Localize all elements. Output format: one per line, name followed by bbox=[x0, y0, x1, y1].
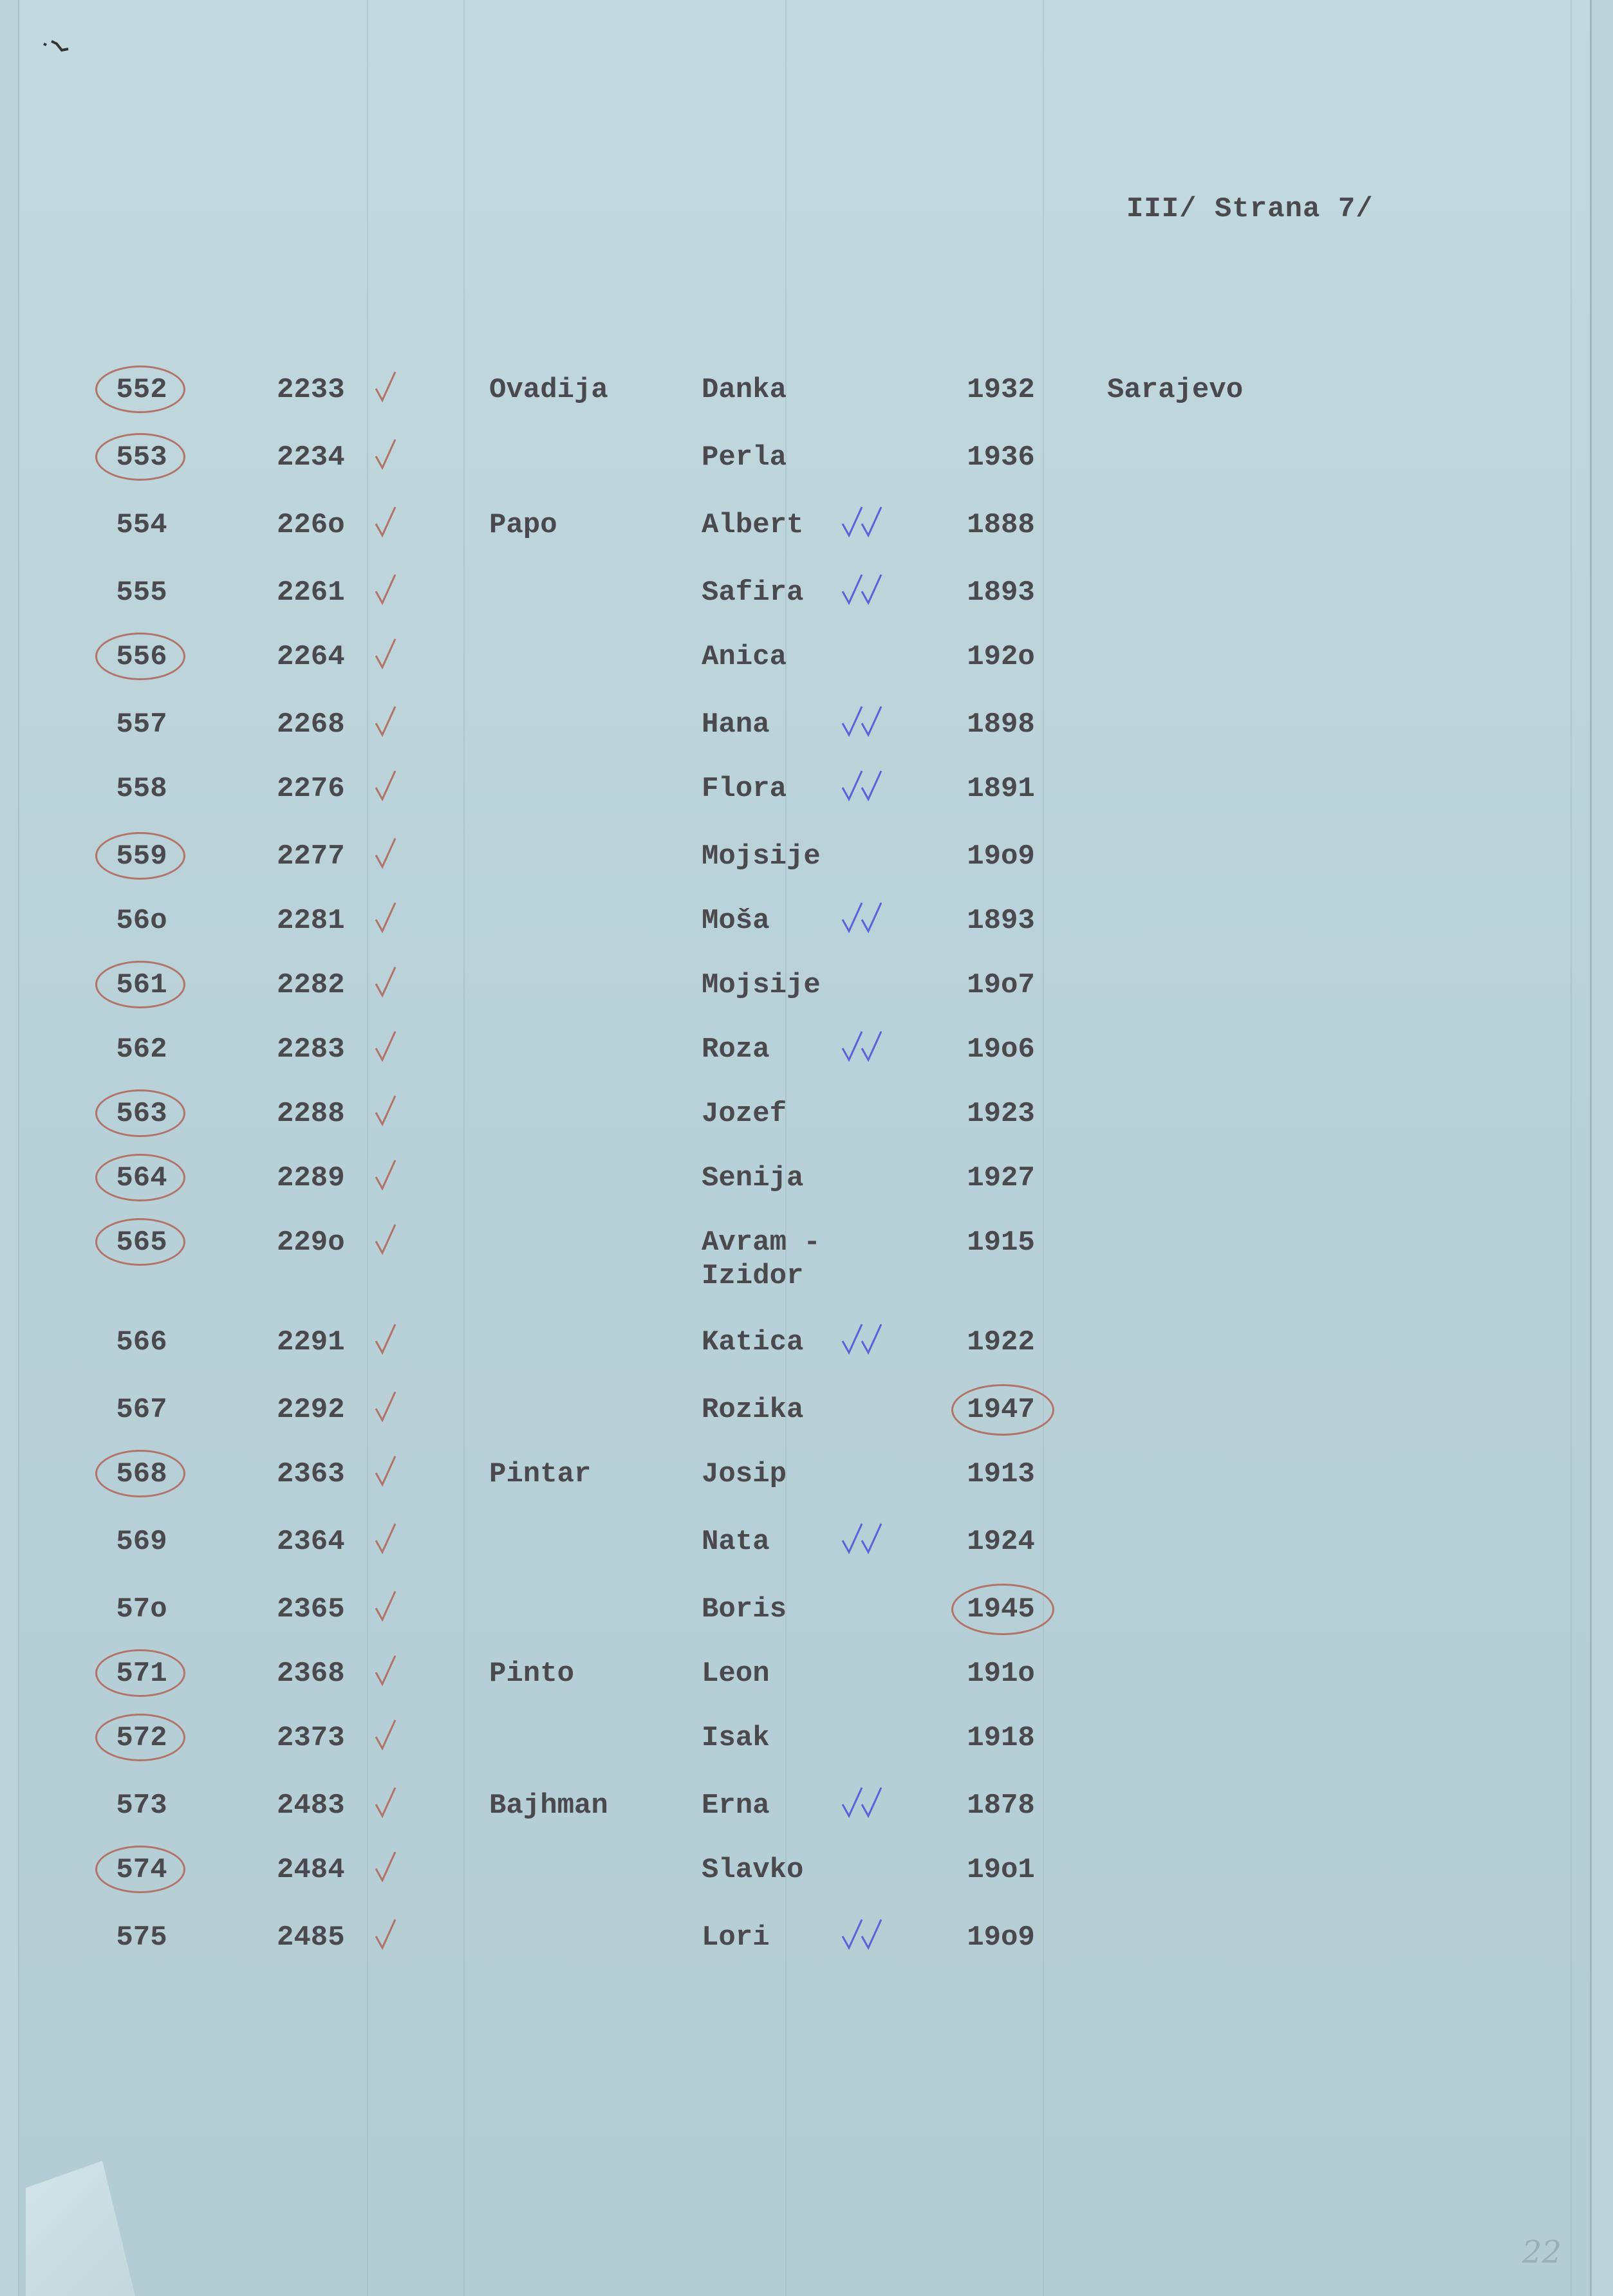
record-id: 2291 bbox=[277, 1326, 345, 1358]
record-id: 2485 bbox=[277, 1921, 345, 1954]
record-number: 574 bbox=[116, 1854, 167, 1886]
record-id: 2233 bbox=[277, 374, 345, 406]
table-row bbox=[0, 1789, 1613, 1853]
birth-year: 1932 bbox=[967, 374, 1035, 406]
checkmark-icon bbox=[373, 704, 399, 740]
table-row bbox=[0, 1593, 1613, 1657]
record-id: 2373 bbox=[277, 1722, 345, 1754]
birth-year: 19o9 bbox=[967, 1921, 1035, 1954]
record-number: 553 bbox=[116, 441, 167, 474]
checkmark-icon bbox=[373, 1653, 399, 1689]
given-name: Jozef bbox=[702, 1098, 787, 1130]
checkmark-icon bbox=[373, 1454, 399, 1490]
checkmark-icon bbox=[373, 1389, 399, 1425]
surname: Ovadija bbox=[489, 374, 608, 406]
record-id: 2276 bbox=[277, 773, 345, 805]
checkmark-icon bbox=[859, 1785, 885, 1821]
record-number: 568 bbox=[116, 1458, 167, 1490]
given-name: Lori bbox=[702, 1921, 770, 1954]
surname: Papo bbox=[489, 509, 557, 541]
birth-year: 1913 bbox=[967, 1458, 1035, 1490]
birth-year: 19o7 bbox=[967, 969, 1035, 1001]
record-number: 575 bbox=[116, 1921, 167, 1954]
checkmark-icon bbox=[373, 965, 399, 1001]
circled-year-mark bbox=[951, 1384, 1054, 1436]
record-number: 567 bbox=[116, 1394, 167, 1426]
birth-year: 1915 bbox=[967, 1227, 1035, 1259]
circled-number-mark bbox=[95, 1154, 185, 1201]
given-name: Boris bbox=[702, 1593, 787, 1625]
birth-year: 1924 bbox=[967, 1526, 1035, 1558]
birth-year: 19o6 bbox=[967, 1033, 1035, 1066]
table-row bbox=[0, 576, 1613, 640]
page-number-note: 22 bbox=[1522, 2234, 1562, 2270]
birth-year: 1893 bbox=[967, 905, 1035, 937]
table-row bbox=[0, 708, 1613, 772]
checkmark-icon bbox=[859, 1322, 885, 1358]
record-number: 566 bbox=[116, 1326, 167, 1358]
surname: Bajhman bbox=[489, 1790, 608, 1822]
table-row bbox=[0, 904, 1613, 968]
checkmark-icon bbox=[373, 572, 399, 608]
record-number: 573 bbox=[116, 1790, 167, 1822]
birth-year: 1945 bbox=[967, 1593, 1035, 1625]
table-row bbox=[0, 1853, 1613, 1918]
checkmark-icon bbox=[859, 1521, 885, 1557]
given-name: Senija bbox=[702, 1162, 804, 1194]
record-id: 2292 bbox=[277, 1394, 345, 1426]
table-row bbox=[0, 1393, 1613, 1458]
checkmark-icon bbox=[373, 505, 399, 541]
record-id: 2264 bbox=[277, 641, 345, 673]
given-name: Mojsije bbox=[702, 840, 821, 873]
checkmark-icon bbox=[859, 572, 885, 608]
birth-year: 19o1 bbox=[967, 1854, 1035, 1886]
birth-year: 1922 bbox=[967, 1326, 1035, 1358]
record-number: 569 bbox=[116, 1526, 167, 1558]
record-number: 564 bbox=[116, 1162, 167, 1194]
circled-number-mark bbox=[95, 1450, 185, 1497]
birth-year: 191o bbox=[967, 1658, 1035, 1690]
birth-year: 1898 bbox=[967, 708, 1035, 741]
record-id: 2289 bbox=[277, 1162, 345, 1194]
given-name: Rozika bbox=[702, 1394, 804, 1426]
given-name: Isak bbox=[702, 1722, 770, 1754]
checkmark-icon bbox=[373, 836, 399, 872]
checkmark-icon bbox=[373, 1785, 399, 1821]
record-id: 2277 bbox=[277, 840, 345, 873]
given-name: Flora bbox=[702, 773, 787, 805]
record-number: 563 bbox=[116, 1098, 167, 1130]
given-name: Roza bbox=[702, 1033, 770, 1066]
checkmark-icon bbox=[373, 1029, 399, 1065]
table-row bbox=[0, 1033, 1613, 1097]
given-name: Danka bbox=[702, 374, 787, 406]
given-name: Leon bbox=[702, 1658, 770, 1690]
table-row bbox=[0, 772, 1613, 837]
record-number: 56o bbox=[116, 905, 167, 937]
table-row bbox=[0, 840, 1613, 904]
table-row bbox=[0, 1097, 1613, 1162]
checkmark-icon bbox=[373, 1849, 399, 1885]
birth-year: 1893 bbox=[967, 577, 1035, 609]
record-number: 562 bbox=[116, 1033, 167, 1066]
record-id: 2364 bbox=[277, 1526, 345, 1558]
circled-number-mark bbox=[95, 1714, 185, 1761]
page-header: III/ Strana 7/ bbox=[1126, 193, 1374, 225]
checkmark-icon bbox=[373, 369, 399, 405]
checkmark-icon bbox=[373, 1589, 399, 1625]
table-row bbox=[0, 968, 1613, 1033]
table-row bbox=[0, 1458, 1613, 1522]
circled-number-mark bbox=[95, 1218, 185, 1266]
record-number: 561 bbox=[116, 969, 167, 1001]
given-name: Erna bbox=[702, 1790, 770, 1822]
given-name: Anica bbox=[702, 641, 787, 673]
record-id: 2283 bbox=[277, 1033, 345, 1066]
checkmark-icon bbox=[373, 1717, 399, 1754]
checkmark-icon bbox=[373, 900, 399, 936]
birth-year: 1936 bbox=[967, 441, 1035, 474]
birth-year: 1927 bbox=[967, 1162, 1035, 1194]
record-number: 57o bbox=[116, 1593, 167, 1625]
table-row bbox=[0, 1226, 1613, 1290]
record-id: 2288 bbox=[277, 1098, 345, 1130]
checkmark-icon bbox=[373, 1093, 399, 1129]
checkmark-icon bbox=[859, 900, 885, 936]
birth-year: 19o9 bbox=[967, 840, 1035, 873]
table-row bbox=[0, 1525, 1613, 1589]
surname: Pintar bbox=[489, 1458, 592, 1490]
record-number: 571 bbox=[116, 1658, 167, 1690]
table-row bbox=[0, 373, 1613, 438]
birth-year: 1923 bbox=[967, 1098, 1035, 1130]
checkmark-icon bbox=[373, 1222, 399, 1258]
given-name: Mojsije bbox=[702, 969, 821, 1001]
table-row bbox=[0, 508, 1613, 573]
staple-mark-icon bbox=[42, 39, 71, 54]
record-id: 2234 bbox=[277, 441, 345, 474]
given-name: Moša bbox=[702, 905, 770, 937]
birth-year: 1878 bbox=[967, 1790, 1035, 1822]
circled-number-mark bbox=[95, 1649, 185, 1697]
birth-year: 1918 bbox=[967, 1722, 1035, 1754]
checkmark-icon bbox=[373, 437, 399, 473]
given-name: Nata bbox=[702, 1526, 770, 1558]
checkmark-icon bbox=[373, 1917, 399, 1953]
given-name: Safira bbox=[702, 577, 804, 609]
checkmark-icon bbox=[373, 768, 399, 804]
birth-year: 1947 bbox=[967, 1394, 1035, 1426]
checkmark-icon bbox=[373, 1521, 399, 1557]
birth-year: 1888 bbox=[967, 509, 1035, 541]
record-id: 2261 bbox=[277, 577, 345, 609]
surname: Pinto bbox=[489, 1658, 575, 1690]
birth-year: 192o bbox=[967, 641, 1035, 673]
circled-number-mark bbox=[95, 433, 185, 481]
given-name: Slavko bbox=[702, 1854, 804, 1886]
table-row bbox=[0, 1162, 1613, 1226]
checkmark-icon bbox=[859, 1917, 885, 1953]
table-row bbox=[0, 1326, 1613, 1390]
record-number: 555 bbox=[116, 577, 167, 609]
checkmark-icon bbox=[859, 768, 885, 804]
record-number: 557 bbox=[116, 708, 167, 741]
record-id: 2483 bbox=[277, 1790, 345, 1822]
record-number: 559 bbox=[116, 840, 167, 873]
circled-year-mark bbox=[951, 1584, 1054, 1635]
record-id: 2365 bbox=[277, 1593, 345, 1625]
checkmark-icon bbox=[859, 704, 885, 740]
record-number: 556 bbox=[116, 641, 167, 673]
checkmark-icon bbox=[373, 636, 399, 672]
circled-number-mark bbox=[95, 832, 185, 880]
circled-number-mark bbox=[95, 961, 185, 1008]
given-name: Albert bbox=[702, 509, 804, 541]
birth-place: Sarajevo bbox=[1107, 374, 1244, 406]
table-row bbox=[0, 441, 1613, 505]
given-name: Avram - Izidor bbox=[702, 1227, 821, 1292]
record-id: 2268 bbox=[277, 708, 345, 741]
checkmark-icon bbox=[373, 1322, 399, 1358]
record-number: 572 bbox=[116, 1722, 167, 1754]
record-id: 2363 bbox=[277, 1458, 345, 1490]
checkmark-icon bbox=[859, 505, 885, 541]
circled-number-mark bbox=[95, 1089, 185, 1137]
record-id: 229o bbox=[277, 1227, 345, 1259]
given-name: Hana bbox=[702, 708, 770, 741]
checkmark-icon bbox=[859, 1029, 885, 1065]
record-number: 565 bbox=[116, 1227, 167, 1259]
record-id: 2368 bbox=[277, 1658, 345, 1690]
circled-number-mark bbox=[95, 366, 185, 413]
table-row bbox=[0, 1921, 1613, 1985]
circled-number-mark bbox=[95, 633, 185, 680]
record-number: 558 bbox=[116, 773, 167, 805]
birth-year: 1891 bbox=[967, 773, 1035, 805]
record-number: 554 bbox=[116, 509, 167, 541]
record-id: 2281 bbox=[277, 905, 345, 937]
checkmark-icon bbox=[373, 1158, 399, 1194]
given-name: Josip bbox=[702, 1458, 787, 1490]
table-row bbox=[0, 1721, 1613, 1786]
given-name: Perla bbox=[702, 441, 787, 474]
given-name: Katica bbox=[702, 1326, 804, 1358]
record-number: 552 bbox=[116, 374, 167, 406]
record-id: 226o bbox=[277, 509, 345, 541]
circled-number-mark bbox=[95, 1846, 185, 1893]
table-row bbox=[0, 1657, 1613, 1721]
record-id: 2282 bbox=[277, 969, 345, 1001]
record-id: 2484 bbox=[277, 1854, 345, 1886]
table-row bbox=[0, 640, 1613, 705]
